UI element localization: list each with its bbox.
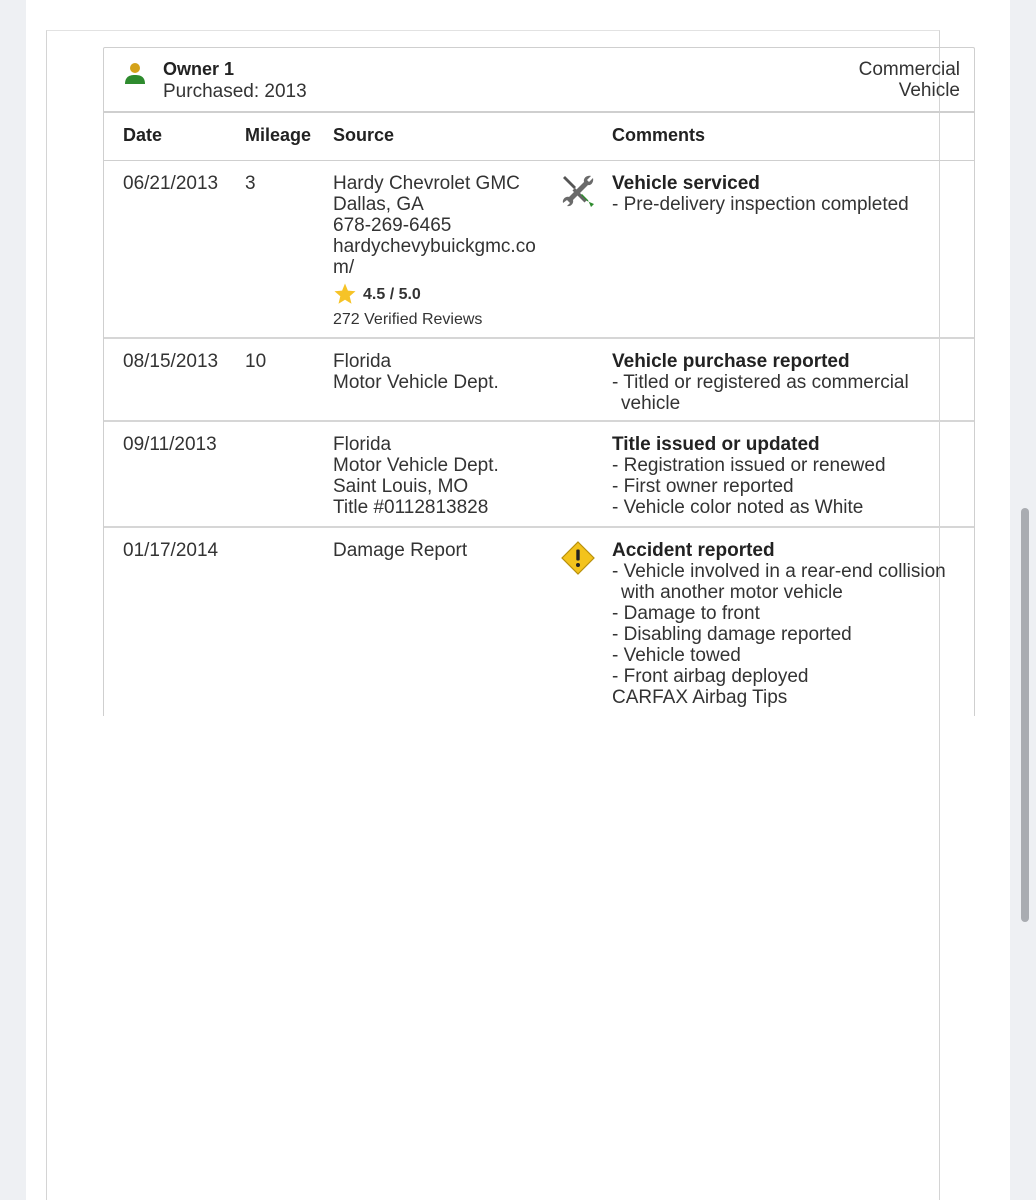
row-comments (612, 173, 962, 215)
header-comments: Comments (612, 125, 706, 145)
source-title-number: Title #0112813828 (333, 497, 489, 518)
row-comments (612, 434, 962, 518)
comment-item: - Pre-delivery inspection completed (612, 194, 909, 215)
comment-title: Vehicle purchase reported (612, 351, 850, 372)
comment-item: - Registration issued or renewed (612, 455, 886, 476)
owner-header (103, 47, 975, 111)
header-mileage: Mileage (245, 125, 312, 145)
comment-item: - Damage to front (612, 603, 760, 624)
table-header (104, 113, 974, 161)
rating-value: 4.5 / 5.0 (363, 285, 421, 303)
comment-item: - Front airbag deployed (612, 666, 809, 687)
comment-title: Title issued or updated (612, 434, 820, 455)
airbag-tips-link[interactable]: CARFAX Airbag Tips (612, 687, 788, 708)
table-row (104, 528, 974, 716)
comment-item: - First owner reported (612, 476, 794, 497)
header-source: Source (333, 125, 395, 145)
source-website-link[interactable]: hardychevybuickgmc.com/ (333, 236, 536, 278)
source-name: Florida (333, 351, 392, 372)
source-name: Damage Report (333, 540, 468, 561)
row-comments (612, 351, 962, 414)
person-icon (124, 62, 146, 86)
row-date: 09/11/2013 (123, 434, 217, 455)
wrench-screwdriver-icon (560, 173, 596, 209)
table-row (104, 339, 974, 422)
header-date: Date (123, 125, 163, 145)
comment-item: - Vehicle involved in a rear-end collision with another motor vehicle (612, 561, 946, 603)
source-name: Hardy Chevrolet GMC (333, 173, 520, 194)
scrollbar-thumb[interactable] (1021, 508, 1029, 922)
source-department: Motor Vehicle Dept. (333, 455, 499, 476)
row-source (333, 434, 553, 518)
row-comments (612, 540, 962, 708)
report-panel (46, 30, 960, 1200)
table-row (104, 422, 974, 528)
owner-history (103, 47, 975, 716)
comment-item: - Vehicle towed (612, 645, 741, 666)
table-row (104, 161, 974, 339)
owner-name: Owner 1 (163, 59, 235, 79)
row-date: 06/21/2013 (123, 173, 219, 194)
comment-item: - Vehicle color noted as White (612, 497, 864, 518)
verified-reviews-link[interactable]: 272 Verified Reviews (333, 311, 483, 328)
star-icon (333, 282, 357, 306)
row-mileage: 3 (245, 173, 256, 194)
source-phone[interactable]: 678-269-6465 (333, 215, 452, 236)
source-location: Dallas, GA (333, 194, 424, 215)
source-location: Saint Louis, MO (333, 476, 469, 497)
comment-title: Vehicle serviced (612, 173, 760, 194)
row-date: 01/17/2014 (123, 540, 219, 561)
comment-item: - Titled or registered as commercial vehicle (612, 372, 909, 414)
source-name: Florida (333, 434, 392, 455)
row-source (333, 540, 553, 561)
comment-title: Accident reported (612, 540, 775, 561)
history-table (103, 111, 975, 716)
row-source (333, 351, 553, 393)
row-date: 08/15/2013 (123, 351, 219, 372)
dealer-rating (333, 282, 553, 306)
warning-diamond-icon (560, 540, 596, 576)
source-department: Motor Vehicle Dept. (333, 372, 499, 393)
owner-type: Commercial Vehicle (858, 59, 960, 101)
row-source (333, 173, 553, 330)
owner-purchased: Purchased: 2013 (163, 81, 307, 102)
row-mileage: 10 (245, 351, 267, 372)
comment-item: - Disabling damage reported (612, 624, 852, 645)
